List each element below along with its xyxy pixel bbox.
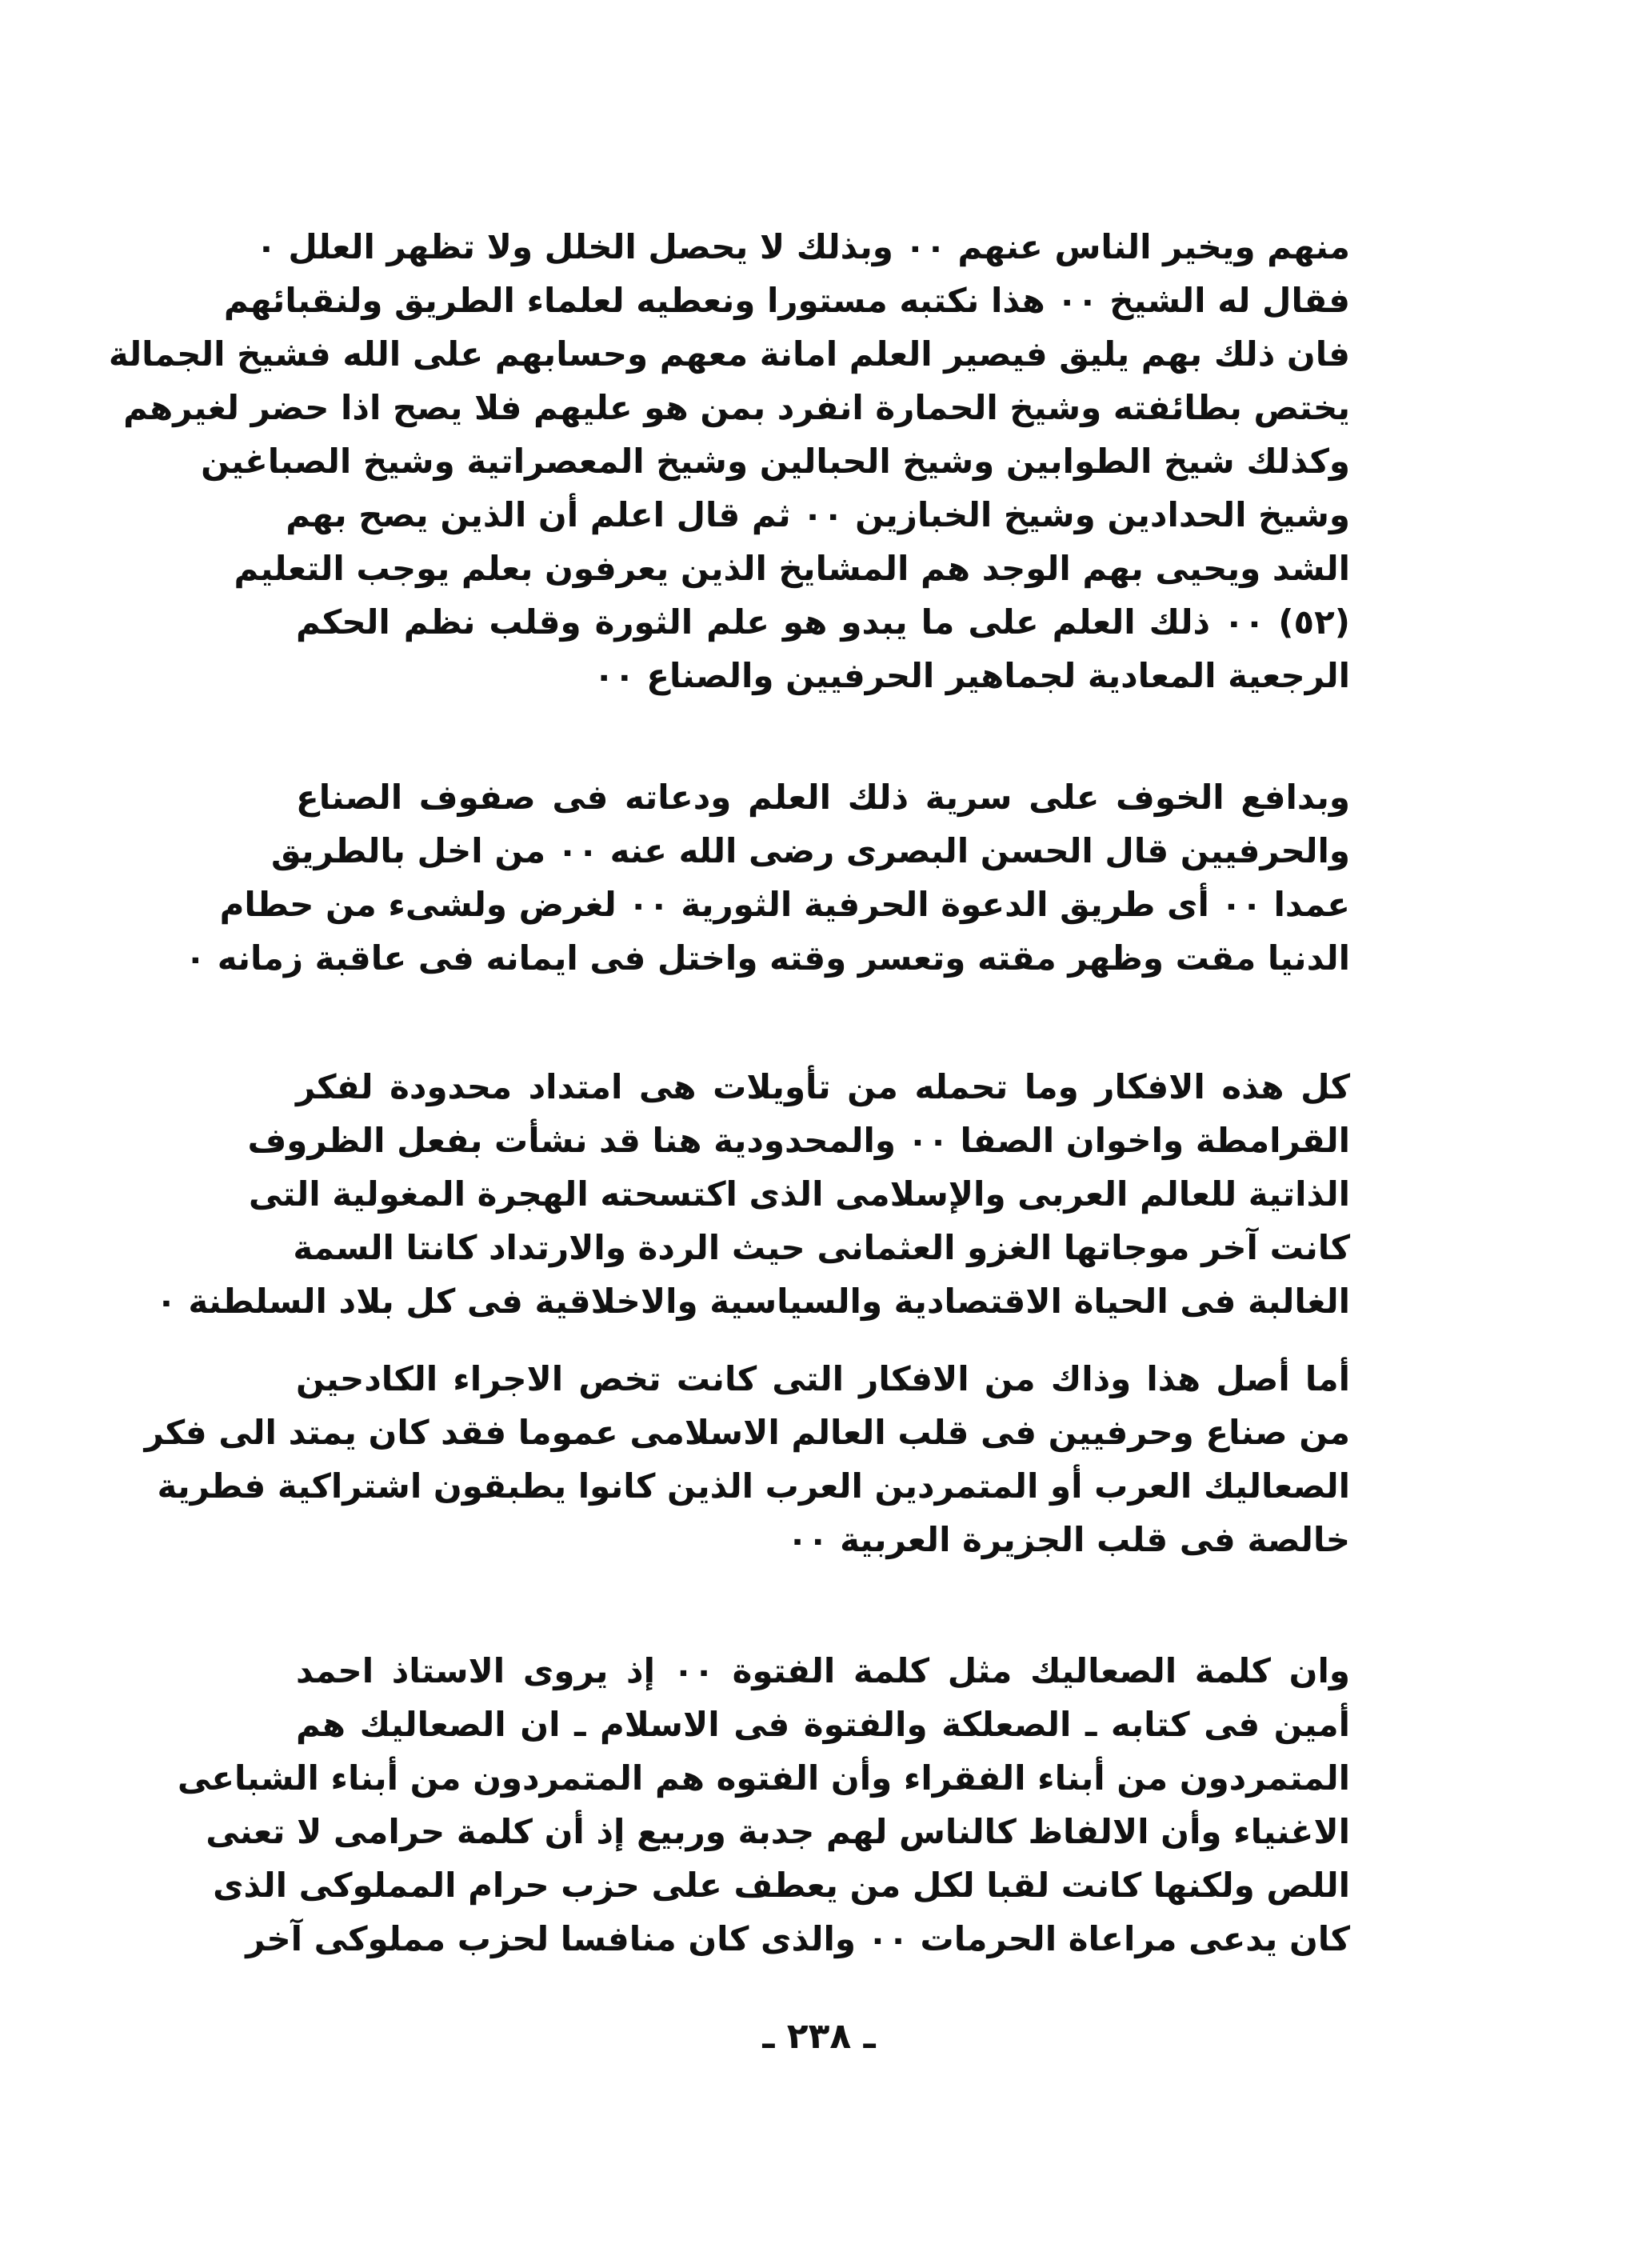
text-line: كل هذه الافكار وما تحمله من تأويلات هى امتداد محدودة لفكر — [296, 1067, 1350, 1106]
text-line: خالصة فى قلب الجزيرة العربية ٠٠ — [787, 1520, 1350, 1559]
text-line: الذاتية للعالم العربى والإسلامى الذى اكتسحته الهجرة المغولية التى — [248, 1174, 1350, 1214]
text-line: وبدافع الخوف على سرية ذلك العلم ودعاته فى صفوف الصناع — [296, 778, 1350, 817]
text-line: وشيخ الحدادين وشيخ الخبازين ٠٠ ثم قال اعلم أن الذين يصح بهم — [286, 495, 1350, 534]
text-line: أمين فى كتابه ـ الصعلكة والفتوة فى الاسلام ـ ان الصعاليك هم — [296, 1705, 1350, 1744]
paragraph-4 — [144, 1352, 1350, 1566]
text-line: الشد ويحيى بهم الوجد هم المشايخ الذين يعرفون بعلم يوجب التعليم — [234, 549, 1350, 588]
paragraph-2 — [185, 770, 1350, 985]
text-line: الدنيا مقت وظهر مقته وتعسر وقته واختل فى ايمانه فى عاقبة زمانه ٠ — [185, 938, 1350, 978]
text-line: كان يدعى مراعاة الحرمات ٠٠ والذى كان منافسا لحزب مملوكى آخر — [246, 1919, 1350, 1958]
text-line: القرامطة واخوان الصفا ٠٠ والمحدودية هنا قد نشأت بفعل الظروف — [247, 1121, 1350, 1160]
text-line: الغالبة فى الحياة الاقتصادية والسياسية والاخلاقية فى كل بلاد السلطنة ٠ — [156, 1282, 1350, 1321]
text-line: اللص ولكنها كانت لقبا لكل من يعطف على حزب حرام المملوكى الذى — [213, 1866, 1350, 1905]
paragraph-3 — [156, 1060, 1350, 1328]
text-line: الرجعية المعادية لجماهير الحرفيين والصناع ٠٠ — [593, 656, 1350, 695]
page-number: ـ ٢٣٨ ـ — [762, 2016, 876, 2057]
paragraph-5 — [177, 1644, 1350, 1966]
paragraph-1 — [108, 220, 1350, 702]
text-line: وكذلك شيخ الطوابين وشيخ الحبالين وشيخ المعصراتية وشيخ الصباغين — [201, 442, 1350, 481]
text-line: والحرفيين قال الحسن البصرى رضى الله عنه ٠٠ من اخل بالطريق — [270, 831, 1350, 870]
text-line: من صناع وحرفيين فى قلب العالم الاسلامى عموما فقد كان يمتد الى فكر — [144, 1413, 1350, 1452]
text-line: يختص بطائفته وشيخ الحمارة انفرد بمن هو عليهم فلا يصح اذا حضر لغيرهم — [123, 388, 1350, 427]
text-line: المتمردون من أبناء الفقراء وأن الفتوه هم المتمردون من أبناء الشباعى — [177, 1758, 1350, 1798]
text-line: أما أصل هذا وذاك من الافكار التى كانت تخص الاجراء الكادحين — [296, 1359, 1350, 1398]
text-line: وان كلمة الصعاليك مثل كلمة الفتوة ٠٠ إذ يروى الاستاذ احمد — [296, 1651, 1350, 1690]
text-line: فقال له الشيخ ٠٠ هذا نكتبه مستورا ونعطيه لعلماء الطريق ولنقبائهم — [223, 281, 1350, 320]
text-line: عمدا ٠٠ أى طريق الدعوة الحرفية الثورية ٠٠ لغرض ولشىء من حطام — [219, 885, 1350, 924]
text-line: الصعاليك العرب أو المتمردين العرب الذين كانوا يطبقون اشتراكية فطرية — [157, 1466, 1350, 1506]
text-line: الاغنياء وأن الالفاظ كالناس لهم جدبة وربيع إذ أن كلمة حرامى لا تعنى — [206, 1812, 1350, 1851]
text-line: كانت آخر موجاتها الغزو العثمانى حيث الردة والارتداد كانتا السمة — [293, 1228, 1350, 1267]
text-line: (٥٢) ٠٠ ذلك العلم على ما يبدو هو علم الثورة وقلب نظم الحكم — [296, 602, 1350, 642]
text-line: منهم ويخير الناس عنهم ٠٠ وبذلك لا يحصل الخلل ولا تظهر العلل ٠ — [256, 227, 1350, 266]
text-line: فان ذلك بهم يليق فيصير العلم امانة معهم وحسابهم على الله فشيخ الجمالة — [108, 334, 1350, 374]
